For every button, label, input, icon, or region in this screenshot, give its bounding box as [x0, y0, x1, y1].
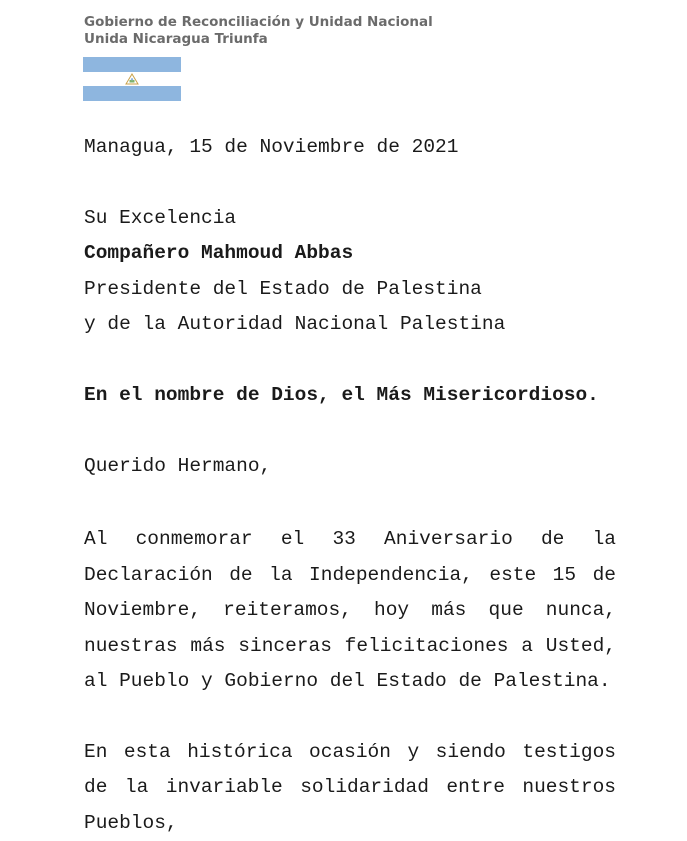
place-and-date: Managua, 15 de Noviembre de 2021 — [84, 136, 459, 158]
addressee-title: Presidente del Estado de Palestina — [84, 277, 482, 300]
addressee-name: Compañero Mahmoud Abbas — [84, 242, 354, 265]
letter-body — [84, 133, 616, 841]
spacer — [84, 416, 616, 451]
flag-bottom-stripe — [83, 86, 181, 101]
coat-of-arms-icon — [125, 73, 139, 85]
flag-top-stripe — [83, 57, 181, 72]
letterhead-slogan: Unida Nicaragua Triunfa — [84, 31, 268, 47]
letterhead — [84, 14, 433, 48]
greeting: Querido Hermano, — [84, 454, 272, 477]
spacer — [84, 168, 616, 203]
addressee-salutation: Su Excelencia — [84, 206, 237, 229]
spacer — [84, 487, 616, 522]
spacer — [84, 345, 616, 380]
addressee-title-continued: y de la Autoridad Nacional Palestina — [84, 312, 506, 335]
invocation: En el nombre de Dios, el Más Misericordioso. — [84, 383, 599, 406]
body-paragraph-1: Al conmemorar el 33 Aniversario de la Declaración de la Independencia, este 15 de Noviembre, reiteramos, hoy más que nunca, nuestras más sinceras felicitaciones a Usted, al Pueblo y Gobierno del Estado de Palestina. — [84, 528, 616, 692]
body-paragraph-2: En esta histórica ocasión y siendo testigos de la invariable solidaridad entre nuestros Pueblos, — [84, 740, 616, 834]
letterhead-government-name: Gobierno de Reconciliación y Unidad Nacional — [84, 14, 433, 30]
spacer — [84, 699, 616, 734]
nicaragua-flag-icon — [83, 57, 181, 101]
